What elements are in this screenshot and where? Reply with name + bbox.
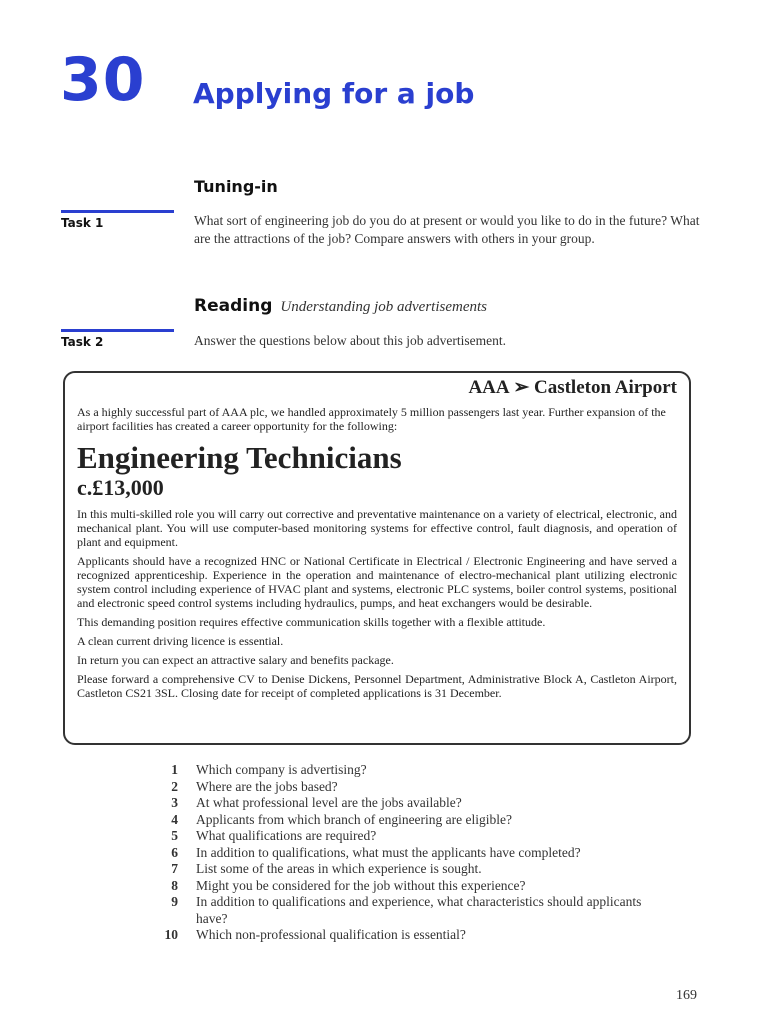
chapter-title: Applying for a job [193, 77, 475, 110]
task1-text: What sort of engineering job do you do at present or would you like to do in the future? What are the attractions of the job? Compare answers with others in your group. [194, 213, 700, 246]
question-item [150, 762, 670, 779]
question-item [150, 828, 670, 845]
question-number: 10 [164, 927, 178, 942]
question-number: 9 [171, 894, 178, 909]
question-text: At what professional level are the jobs available? [196, 795, 462, 810]
question-number: 1 [171, 762, 178, 777]
advert-paragraph: A clean current driving licence is essential. [77, 634, 284, 648]
question-number: 3 [171, 795, 178, 810]
question-item [150, 894, 670, 927]
question-text: What qualifications are required? [196, 828, 377, 843]
question-number: 8 [171, 877, 178, 893]
question-text: Where are the jobs based? [196, 778, 338, 794]
question-text: Which non-professional qualification is essential? [196, 927, 466, 942]
question-text: List some of the areas in which experience is sought. [196, 861, 482, 876]
question-item [150, 812, 670, 829]
advert-brand: AAA ➢ Castleton Airport [468, 377, 677, 398]
advert-intro: As a highly successful part of AAA plc, we handled approximately 5 million passengers last year. Further expansion of the airport facilities has created a career opportunity for the following: [77, 405, 666, 433]
question-text: Applicants from which branch of engineering are eligible? [196, 811, 513, 827]
advert-job-title: Engineering Technicians [77, 440, 402, 475]
question-list [150, 762, 670, 944]
question-number: 7 [171, 861, 178, 876]
question-item [150, 795, 670, 812]
advert-paragraph: Applicants should have a recognized HNC or National Certificate in Electrical / Electronic Engineering and have served a recognized apprenticeship. Experience in the operation and maintenance of electro-mechanical plant utilizing electronic system control including experience of HVAC plant and systems, electronic PLC systems, boiler control systems, positional and electronic speed control systems including hydraulics, pumps, and heat exchangers would be desirable. [77, 554, 677, 610]
question-item [150, 845, 670, 862]
question-number: 5 [171, 828, 178, 843]
question-item [150, 861, 670, 878]
reading-heading [194, 298, 487, 315]
chapter-number: 30 [60, 45, 146, 115]
advert-paragraph: In this multi-skilled role you will carry out corrective and preventative maintenance on a variety of electrical, electronic, and mechanical plant. You will use computer-based monitoring systems for effective control, fault diagnosis, and operation of plant and equipment. [77, 507, 677, 549]
question-text: Which company is advertising? [196, 762, 367, 777]
question-text: In addition to qualifications, what must the applicants have completed? [196, 844, 581, 860]
question-number: 4 [171, 811, 178, 827]
task1-label: Task 1 [61, 216, 104, 230]
question-item [150, 878, 670, 895]
advert-paragraph: This demanding position requires effective communication skills together with a flexible attitude. [77, 615, 546, 629]
reading-subheading: Understanding job advertisements [280, 299, 488, 315]
advert-paragraph: Please forward a comprehensive CV to Denise Dickens, Personnel Department, Administrative Block A, Castleton Airport, Castleton CS21 3SL. Closing date for receipt of completed applications is 31 December. [77, 672, 677, 700]
job-advertisement [63, 371, 691, 745]
task2-label: Task 2 [61, 335, 104, 349]
question-item [150, 927, 670, 944]
question-number: 2 [171, 778, 178, 794]
tuning-in-heading: Tuning-in [194, 177, 278, 196]
task2-rule [61, 329, 174, 332]
page-number: 169 [676, 988, 697, 1003]
advert-paragraph: In return you can expect an attractive salary and benefits package. [77, 653, 394, 667]
reading-title: Reading [194, 296, 273, 316]
question-text: Might you be considered for the job without this experience? [196, 877, 526, 893]
question-number: 6 [171, 844, 178, 860]
question-item [150, 779, 670, 796]
task2-text: Answer the questions below about this job advertisement. [194, 333, 506, 348]
task1-rule [61, 210, 174, 213]
advert-salary: c.£13,000 [77, 475, 164, 500]
question-text: In addition to qualifications and experience, what characteristics should applicants have? [196, 894, 642, 926]
